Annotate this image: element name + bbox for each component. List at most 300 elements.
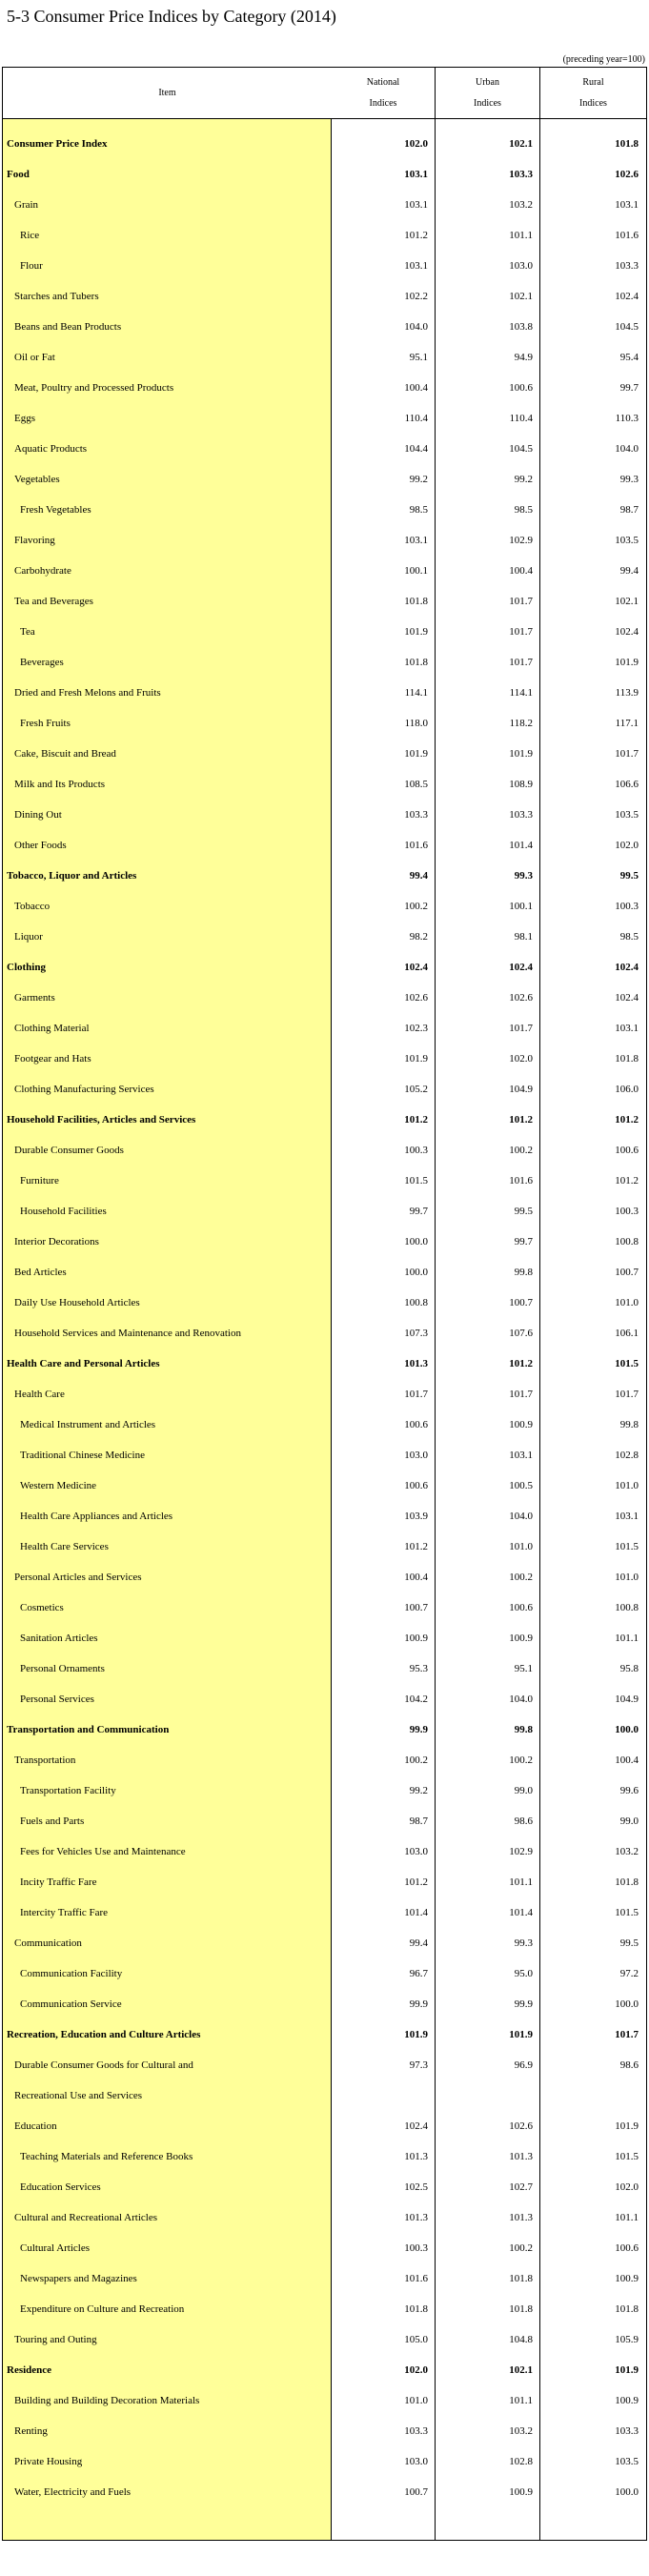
urban-value: 102.6 bbox=[509, 992, 533, 1004]
rural-value: 101.7 bbox=[615, 1389, 639, 1400]
urban-value: 101.8 bbox=[509, 2303, 533, 2315]
table-row bbox=[3, 1989, 646, 2019]
table-row bbox=[3, 891, 646, 922]
item-name: Western Medicine bbox=[20, 1480, 97, 1491]
rural-value: 102.4 bbox=[615, 291, 639, 302]
rural-value: 101.7 bbox=[615, 748, 639, 760]
rural-value: 100.6 bbox=[615, 2242, 639, 2254]
table-row bbox=[3, 2324, 646, 2355]
national-value: 105.2 bbox=[404, 1084, 428, 1095]
urban-value: 102.0 bbox=[509, 1053, 533, 1065]
item-name: Cultural and Recreational Articles bbox=[14, 2212, 157, 2223]
national-value: 101.3 bbox=[404, 2212, 428, 2223]
urban-value: 101.6 bbox=[509, 1175, 533, 1187]
rural-value: 100.4 bbox=[615, 1755, 639, 1766]
rural-value: 101.1 bbox=[615, 2212, 639, 2223]
item-name: Vegetables bbox=[14, 474, 60, 485]
rural-value: 102.4 bbox=[615, 992, 639, 1004]
urban-value: 99.0 bbox=[514, 1785, 533, 1796]
urban-value: 103.1 bbox=[509, 1450, 533, 1461]
national-value: 104.4 bbox=[404, 443, 428, 455]
national-value: 101.2 bbox=[404, 1114, 428, 1126]
rural-value: 103.5 bbox=[615, 535, 639, 546]
urban-value: 99.5 bbox=[514, 1206, 533, 1217]
national-value: 101.2 bbox=[404, 230, 428, 241]
rural-value: 102.0 bbox=[615, 840, 639, 851]
urban-value: 100.6 bbox=[509, 1602, 533, 1613]
national-value: 100.1 bbox=[404, 565, 428, 577]
table-row bbox=[3, 1928, 646, 1958]
urban-value: 101.4 bbox=[509, 840, 533, 851]
table-row bbox=[3, 1806, 646, 1836]
item-name: Starches and Tubers bbox=[14, 291, 99, 302]
table-row bbox=[3, 1166, 646, 1196]
item-name: Beans and Bean Products bbox=[14, 321, 122, 333]
table-row bbox=[3, 1623, 646, 1653]
urban-value: 103.3 bbox=[509, 169, 533, 180]
item-name: Household Facilities bbox=[20, 1206, 107, 1217]
table-body bbox=[3, 129, 646, 2507]
national-value: 102.0 bbox=[404, 2364, 428, 2376]
table-row bbox=[3, 1653, 646, 1684]
rural-value: 98.7 bbox=[619, 504, 639, 516]
rural-value: 102.1 bbox=[615, 596, 639, 607]
item-name: Personal Ornaments bbox=[20, 1663, 105, 1674]
national-value: 118.0 bbox=[404, 718, 428, 729]
table-row bbox=[3, 1745, 646, 1775]
national-value: 99.7 bbox=[409, 1206, 428, 1217]
table-row bbox=[3, 1897, 646, 1928]
urban-value: 100.2 bbox=[509, 1145, 533, 1156]
item-name: Cosmetics bbox=[20, 1602, 64, 1613]
category-row bbox=[3, 1105, 646, 1135]
item-name: Fees for Vehicles Use and Maintenance bbox=[20, 1846, 186, 1857]
item-name: Private Housing bbox=[14, 2456, 83, 2467]
item-name: Consumer Price Index bbox=[7, 138, 108, 150]
national-value: 96.7 bbox=[409, 1968, 428, 1979]
urban-value: 101.7 bbox=[509, 596, 533, 607]
rural-value: 99.4 bbox=[619, 565, 639, 577]
national-value: 103.3 bbox=[404, 2425, 428, 2437]
item-name: Clothing Manufacturing Services bbox=[14, 1084, 154, 1095]
item-name: Bed Articles bbox=[14, 1267, 67, 1278]
national-value: 103.1 bbox=[404, 169, 428, 180]
rural-value: 101.9 bbox=[615, 2364, 639, 2376]
item-name: Personal Services bbox=[20, 1694, 94, 1705]
rural-value: 113.9 bbox=[615, 687, 639, 699]
table-row bbox=[3, 2446, 646, 2477]
item-name: Medical Instrument and Articles bbox=[20, 1419, 156, 1430]
urban-value: 101.2 bbox=[509, 1114, 533, 1126]
table-row bbox=[3, 1013, 646, 1044]
item-name: Communication bbox=[14, 1937, 82, 1949]
table-row bbox=[3, 2385, 646, 2416]
page-title: 5-3 Consumer Price Indices by Category (2014) bbox=[7, 7, 336, 26]
national-value bbox=[332, 2080, 428, 2111]
rural-value: 101.2 bbox=[615, 1114, 639, 1126]
item-name: Cultural Articles bbox=[20, 2242, 91, 2254]
item-name: Renting bbox=[14, 2425, 48, 2437]
table-row bbox=[3, 2172, 646, 2202]
item-name: Communication Facility bbox=[20, 1968, 123, 1979]
urban-value: 101.7 bbox=[509, 1023, 533, 1034]
table-row bbox=[3, 800, 646, 830]
urban-value: 100.1 bbox=[509, 901, 533, 912]
rural-value: 104.0 bbox=[615, 443, 639, 455]
item-name: Milk and Its Products bbox=[14, 779, 106, 790]
urban-value: 98.1 bbox=[514, 931, 533, 943]
table-row bbox=[3, 922, 646, 952]
item-name: Durable Consumer Goods for Cultural and bbox=[14, 2059, 193, 2071]
rural-value: 99.6 bbox=[619, 1785, 639, 1796]
rural-value: 99.3 bbox=[619, 474, 639, 485]
category-row bbox=[3, 1714, 646, 1745]
urban-value: 103.3 bbox=[509, 809, 533, 821]
rural-value: 101.0 bbox=[615, 1297, 639, 1308]
national-value: 99.9 bbox=[409, 1998, 428, 2010]
item-name: Dried and Fresh Melons and Fruits bbox=[14, 687, 161, 699]
national-value: 110.4 bbox=[404, 413, 428, 424]
rural-value: 99.7 bbox=[619, 382, 639, 394]
table-row bbox=[3, 342, 646, 373]
urban-value: 99.2 bbox=[514, 474, 533, 485]
national-value: 99.4 bbox=[409, 870, 428, 882]
item-name: Education Services bbox=[20, 2181, 101, 2193]
urban-value: 102.1 bbox=[509, 138, 533, 150]
table-row bbox=[3, 1318, 646, 1349]
rural-value: 100.0 bbox=[615, 1724, 639, 1735]
item-name: Grain bbox=[14, 199, 39, 211]
rural-value: 100.9 bbox=[615, 2395, 639, 2406]
urban-value: 99.3 bbox=[514, 1937, 533, 1949]
item-name: Tea bbox=[20, 626, 35, 638]
item-name: Personal Articles and Services bbox=[14, 1572, 142, 1583]
national-value: 101.7 bbox=[404, 1389, 428, 1400]
rural-value: 101.8 bbox=[615, 1053, 639, 1065]
item-name: Dining Out bbox=[14, 809, 62, 821]
national-value: 103.1 bbox=[404, 535, 428, 546]
item-name: Eggs bbox=[14, 413, 35, 424]
urban-value: 102.8 bbox=[509, 2456, 533, 2467]
national-value: 100.0 bbox=[404, 1267, 428, 1278]
urban-value: 104.9 bbox=[509, 1084, 533, 1095]
national-value: 114.1 bbox=[404, 687, 428, 699]
table-row bbox=[3, 1867, 646, 1897]
urban-value: 100.6 bbox=[509, 382, 533, 394]
table-row bbox=[3, 1471, 646, 1501]
national-value: 103.0 bbox=[404, 1450, 428, 1461]
national-value: 100.0 bbox=[404, 1236, 428, 1247]
item-name: Residence bbox=[7, 2364, 52, 2376]
national-value: 101.9 bbox=[404, 626, 428, 638]
table-row bbox=[3, 525, 646, 556]
urban-value: 101.9 bbox=[509, 748, 533, 760]
item-name: Household Services and Maintenance and Renovation bbox=[14, 1328, 241, 1339]
table-row bbox=[3, 220, 646, 251]
item-name: Transportation and Communication bbox=[7, 1724, 170, 1735]
national-value: 102.2 bbox=[404, 291, 428, 302]
table-row bbox=[3, 1958, 646, 1989]
item-name: Newspapers and Magazines bbox=[20, 2273, 137, 2284]
national-value: 101.8 bbox=[404, 596, 428, 607]
urban-value: 99.9 bbox=[514, 1998, 533, 2010]
national-value: 103.3 bbox=[404, 809, 428, 821]
urban-value: 101.1 bbox=[509, 230, 533, 241]
item-name: Teaching Materials and Reference Books bbox=[20, 2151, 193, 2162]
rural-value: 95.4 bbox=[619, 352, 639, 363]
urban-value: 94.9 bbox=[514, 352, 533, 363]
urban-value: 99.8 bbox=[514, 1724, 533, 1735]
national-value: 101.2 bbox=[404, 1876, 428, 1888]
item-name: Health Care bbox=[14, 1389, 65, 1400]
national-value: 108.5 bbox=[404, 779, 428, 790]
urban-value: 96.9 bbox=[514, 2059, 533, 2071]
item-name: Intercity Traffic Fare bbox=[20, 1907, 109, 1918]
urban-value: 102.7 bbox=[509, 2181, 533, 2193]
item-name: Transportation Facility bbox=[20, 1785, 116, 1796]
urban-value: 101.8 bbox=[509, 2273, 533, 2284]
urban-value: 100.5 bbox=[509, 1480, 533, 1491]
item-name: Building and Building Decoration Materials bbox=[14, 2395, 200, 2406]
national-value: 100.2 bbox=[404, 901, 428, 912]
rural-value: 100.3 bbox=[615, 1206, 639, 1217]
rural-value: 101.8 bbox=[615, 138, 639, 150]
table-row bbox=[3, 2202, 646, 2233]
item-name: Health Care and Personal Articles bbox=[7, 1358, 160, 1369]
rural-value: 104.5 bbox=[615, 321, 639, 333]
table-row bbox=[3, 1227, 646, 1257]
table-row bbox=[3, 281, 646, 312]
national-value: 105.0 bbox=[404, 2334, 428, 2345]
table-row bbox=[3, 1288, 646, 1318]
table-row bbox=[3, 495, 646, 525]
urban-value: 95.1 bbox=[514, 1663, 533, 1674]
urban-value: 99.7 bbox=[514, 1236, 533, 1247]
header-urban-line1: Urban bbox=[476, 76, 499, 88]
table-row bbox=[3, 1592, 646, 1623]
rural-value: 103.1 bbox=[615, 1023, 639, 1034]
table-row bbox=[3, 251, 646, 281]
item-name: Beverages bbox=[20, 657, 64, 668]
urban-value: 102.6 bbox=[509, 2120, 533, 2132]
rural-value: 100.3 bbox=[615, 901, 639, 912]
header-item-label: Item bbox=[158, 88, 176, 98]
item-name: Footgear and Hats bbox=[14, 1053, 91, 1065]
category-row bbox=[3, 861, 646, 891]
national-value: 101.3 bbox=[404, 1358, 428, 1369]
header-national-line2: Indices bbox=[369, 98, 397, 110]
header-rural-line2: Indices bbox=[579, 98, 607, 110]
rural-value: 99.5 bbox=[619, 870, 639, 882]
urban-value bbox=[436, 2080, 533, 2111]
urban-value: 101.2 bbox=[509, 1358, 533, 1369]
rural-value: 99.8 bbox=[619, 1419, 639, 1430]
table-row bbox=[3, 190, 646, 220]
table-row bbox=[3, 312, 646, 342]
rural-value: 103.1 bbox=[615, 199, 639, 211]
national-value: 97.3 bbox=[409, 2059, 428, 2071]
item-name: Flour bbox=[20, 260, 43, 272]
table-row bbox=[3, 1196, 646, 1227]
item-name: Fresh Vegetables bbox=[20, 504, 91, 516]
urban-value: 101.7 bbox=[509, 626, 533, 638]
national-value: 100.2 bbox=[404, 1755, 428, 1766]
item-name: Fresh Fruits bbox=[20, 718, 71, 729]
table-row bbox=[3, 586, 646, 617]
rural-value: 101.1 bbox=[615, 1633, 639, 1644]
national-value: 99.9 bbox=[409, 1724, 428, 1735]
national-value: 101.9 bbox=[404, 2029, 428, 2040]
national-value: 98.7 bbox=[409, 1815, 428, 1827]
urban-value: 100.7 bbox=[509, 1297, 533, 1308]
table-row bbox=[3, 2477, 646, 2507]
rural-value: 102.6 bbox=[615, 169, 639, 180]
national-value: 101.8 bbox=[404, 657, 428, 668]
header-item bbox=[3, 68, 332, 118]
item-name: Expenditure on Culture and Recreation bbox=[20, 2303, 185, 2315]
header-national bbox=[332, 68, 436, 118]
item-name: Sanitation Articles bbox=[20, 1633, 98, 1644]
item-name: Aquatic Products bbox=[14, 443, 88, 455]
category-row bbox=[3, 2355, 646, 2385]
rural-value: 101.5 bbox=[615, 1541, 639, 1552]
item-name: Meat, Poultry and Processed Products bbox=[14, 382, 174, 394]
national-value: 98.5 bbox=[409, 504, 428, 516]
cpi-table bbox=[2, 67, 647, 2541]
urban-value: 107.6 bbox=[509, 1328, 533, 1339]
national-value: 102.6 bbox=[404, 992, 428, 1004]
item-name: Daily Use Household Articles bbox=[14, 1297, 140, 1308]
item-name: Tobacco bbox=[14, 901, 51, 912]
header-rural-line1: Rural bbox=[582, 76, 604, 88]
rural-value: 102.4 bbox=[615, 962, 639, 973]
rural-value: 101.5 bbox=[615, 1358, 639, 1369]
item-name: Tea and Beverages bbox=[14, 596, 93, 607]
national-value: 99.4 bbox=[409, 1937, 428, 1949]
item-name: Recreational Use and Services bbox=[14, 2090, 143, 2101]
national-value: 103.9 bbox=[404, 1511, 428, 1522]
table-row bbox=[3, 1440, 646, 1471]
table-row bbox=[3, 1074, 646, 1105]
rural-value: 100.7 bbox=[615, 1267, 639, 1278]
national-value: 101.6 bbox=[404, 840, 428, 851]
urban-value: 101.3 bbox=[509, 2151, 533, 2162]
table-row bbox=[3, 2111, 646, 2141]
urban-value: 99.8 bbox=[514, 1267, 533, 1278]
table-row bbox=[3, 2080, 646, 2111]
item-name: Household Facilities, Articles and Services bbox=[7, 1114, 196, 1126]
table-row bbox=[3, 1836, 646, 1867]
rural-value: 101.8 bbox=[615, 1876, 639, 1888]
table-header bbox=[3, 68, 646, 119]
rural-value: 100.8 bbox=[615, 1602, 639, 1613]
national-value: 107.3 bbox=[404, 1328, 428, 1339]
table-row bbox=[3, 708, 646, 739]
urban-value: 104.8 bbox=[509, 2334, 533, 2345]
item-name: Water, Electricity and Fuels bbox=[14, 2486, 132, 2498]
item-name: Interior Decorations bbox=[14, 1236, 99, 1247]
table-row bbox=[3, 2263, 646, 2294]
rural-value: 110.3 bbox=[615, 413, 639, 424]
urban-value: 101.7 bbox=[509, 657, 533, 668]
category-row bbox=[3, 159, 646, 190]
table-row bbox=[3, 1775, 646, 1806]
national-value: 101.5 bbox=[404, 1175, 428, 1187]
urban-value: 100.9 bbox=[509, 1633, 533, 1644]
national-value: 100.7 bbox=[404, 2486, 428, 2498]
rural-value: 102.8 bbox=[615, 1450, 639, 1461]
item-name: Tobacco, Liquor and Articles bbox=[7, 870, 137, 882]
rural-value: 100.9 bbox=[615, 2273, 639, 2284]
rural-value: 103.1 bbox=[615, 1511, 639, 1522]
national-value: 99.2 bbox=[409, 474, 428, 485]
national-value: 102.3 bbox=[404, 1023, 428, 1034]
item-name: Food bbox=[7, 169, 30, 180]
table-row bbox=[3, 678, 646, 708]
table-row bbox=[3, 2050, 646, 2080]
table-row bbox=[3, 2141, 646, 2172]
header-national-line1: National bbox=[366, 76, 400, 88]
item-name: Carbohydrate bbox=[14, 565, 71, 577]
urban-value: 102.9 bbox=[509, 1846, 533, 1857]
national-value: 101.2 bbox=[404, 1541, 428, 1552]
item-name: Clothing Material bbox=[14, 1023, 90, 1034]
national-value: 100.4 bbox=[404, 382, 428, 394]
urban-value: 100.9 bbox=[509, 2486, 533, 2498]
national-value: 100.7 bbox=[404, 1602, 428, 1613]
urban-value: 114.1 bbox=[509, 687, 533, 699]
national-value: 100.4 bbox=[404, 1572, 428, 1583]
urban-value: 103.8 bbox=[509, 321, 533, 333]
national-value: 101.4 bbox=[404, 1907, 428, 1918]
rural-value: 99.0 bbox=[619, 1815, 639, 1827]
table-row bbox=[3, 647, 646, 678]
urban-value: 104.5 bbox=[509, 443, 533, 455]
national-value: 95.3 bbox=[409, 1663, 428, 1674]
urban-value: 108.9 bbox=[509, 779, 533, 790]
national-value: 102.4 bbox=[404, 2120, 428, 2132]
item-name: Other Foods bbox=[14, 840, 67, 851]
urban-value: 101.1 bbox=[509, 2395, 533, 2406]
urban-value: 100.2 bbox=[509, 2242, 533, 2254]
national-value: 104.2 bbox=[404, 1694, 428, 1705]
national-value: 103.1 bbox=[404, 260, 428, 272]
header-urban bbox=[436, 68, 540, 118]
national-value: 101.9 bbox=[404, 1053, 428, 1065]
table-row bbox=[3, 403, 646, 434]
rural-value: 106.1 bbox=[615, 1328, 639, 1339]
rural-value: 101.0 bbox=[615, 1572, 639, 1583]
item-name: Garments bbox=[14, 992, 55, 1004]
urban-value: 101.0 bbox=[509, 1541, 533, 1552]
urban-value: 101.7 bbox=[509, 1389, 533, 1400]
table-row bbox=[3, 617, 646, 647]
urban-value: 101.3 bbox=[509, 2212, 533, 2223]
rural-value: 101.9 bbox=[615, 657, 639, 668]
rural-value: 106.0 bbox=[615, 1084, 639, 1095]
item-name: Clothing bbox=[7, 962, 46, 973]
urban-value: 95.0 bbox=[514, 1968, 533, 1979]
category-row bbox=[3, 129, 646, 159]
rural-value: 97.2 bbox=[619, 1968, 639, 1979]
table-row bbox=[3, 556, 646, 586]
rural-value: 105.9 bbox=[615, 2334, 639, 2345]
table-row bbox=[3, 1562, 646, 1592]
urban-value: 102.4 bbox=[509, 962, 533, 973]
rural-value: 100.0 bbox=[615, 1998, 639, 2010]
national-value: 102.0 bbox=[404, 138, 428, 150]
table-row bbox=[3, 2416, 646, 2446]
